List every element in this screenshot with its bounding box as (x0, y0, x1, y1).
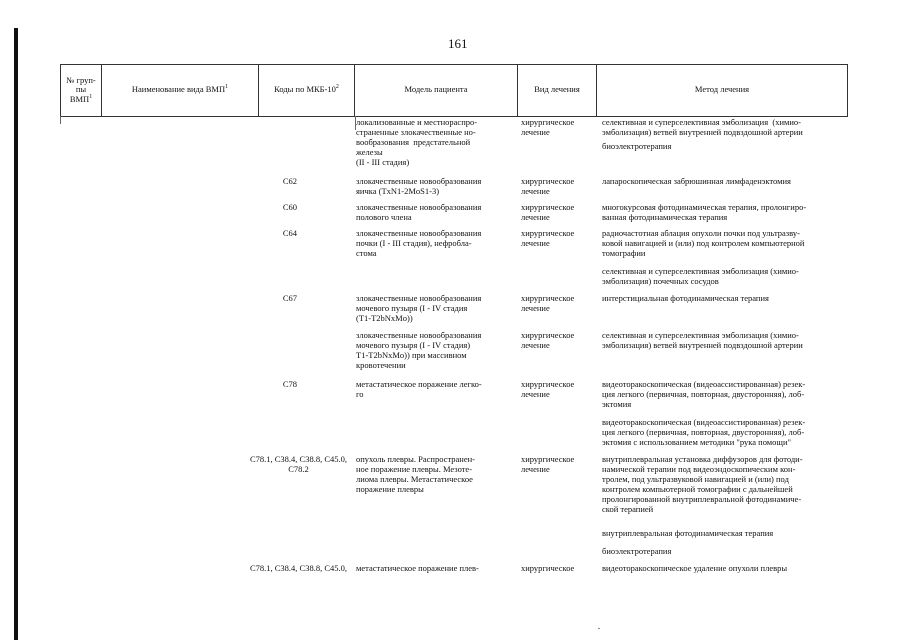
patient-model-cell: злокачественные новообразования полового члена (356, 202, 482, 222)
treatment-method-cell: внутриплевральная установка диффузоров для фотоди- намической терапии под видеоэндоскопическим кон- тролем, под ультразвуковой навигацией и (или) под контролем компьютерной томографии с дальнейшей пролонгированной внутриплевральной фотодинамиче- ской терапией (602, 454, 803, 514)
treatment-type-cell: хирургическое лечение (521, 176, 575, 196)
header-icd-codes-footnote: 2 (335, 84, 339, 91)
column-divider (60, 116, 61, 124)
header-icd-codes (259, 64, 355, 116)
scan-edge (14, 28, 18, 640)
patient-model-cell: метастатическое поражение легко- го (356, 379, 482, 399)
patient-model-cell: злокачественные новообразования яичка (TxN1-2MoS1-3) (356, 176, 482, 196)
treatment-type-cell: хирургическое лечение (521, 330, 575, 350)
header-vmp-name-label: Наименование вида ВМП (131, 84, 226, 95)
icd-code-cell: C60 (282, 202, 297, 212)
treatment-method-cell: биоэлектротерапия (602, 546, 672, 556)
treatment-method-cell: интерстициальная фотодинамическая терапия (602, 293, 769, 303)
icd-code-cell: C78.1, C38.4, C38.8, C45.0, (249, 563, 347, 573)
treatment-type-cell: хирургическое лечение (521, 379, 575, 399)
treatment-type-cell: хирургическое лечение (521, 454, 575, 474)
treatment-method-cell: селективная и суперселективная эмболизация (химио- эмболизация) почечных сосудов (602, 266, 799, 286)
treatment-method-cell: селективная и суперселективная эмболизация (химио- эмболизация) ветвей внутренней подвздошной артерии (602, 117, 803, 137)
header-treatment-method: Метод лечения (597, 64, 848, 116)
header-vmp-name (102, 64, 259, 116)
treatment-type-cell: хирургическое лечение (521, 202, 575, 222)
header-group-number-footnote: 1 (89, 93, 93, 100)
patient-model-cell: метастатическое поражение плев- (356, 563, 479, 573)
patient-model-cell: опухоль плевры. Распространен- ное поражение плевры. Мезоте- лиома плевры. Метастатическое поражение плевры (356, 454, 475, 494)
treatment-method-cell: радиочастотная аблация опухоли почки под ультразву- ковой навигацией и (или) под контролем компьютерной томографии (602, 228, 805, 258)
header-patient-model: Модель пациента (355, 64, 518, 116)
patient-model-cell: злокачественные новообразования мочевого пузыря (I - IV стадия) T1-T2bNxMo)) при массивном кровотечении (356, 330, 482, 370)
treatment-type-cell: хирургическое (521, 563, 575, 573)
treatment-method-cell: видеоторакоскопическая (видеоассистированная) резек- ция легкого (первичная, повторная, двусторонняя), лоб- эктомия с использованием методики "рука помощи" (602, 417, 806, 447)
scan-speck (598, 628, 600, 629)
header-group-number-label: № груп- пы ВМП (66, 74, 96, 104)
treatment-method-cell: многокурсовая фотодинамическая терапия, пролонгиро- ванная фотодинамическая терапия (602, 202, 807, 222)
header-group-number (60, 64, 102, 116)
treatment-method-cell: видеоторакоскопическая (видеоассистированная) резек- ция легкого (первичная, повторная, двусторонняя), лоб- эктомия (602, 379, 806, 409)
treatment-method-cell: лапароскопическая забрюшинная лимфаденэктомия (602, 176, 791, 186)
header-icd-codes-label: Коды по МКБ-10 (274, 84, 336, 95)
icd-code-cell: C64 (282, 228, 297, 238)
treatment-method-cell: внутриплевральная фотодинамическая терапия (602, 528, 774, 538)
treatment-type-cell: хирургическое лечение (521, 117, 575, 137)
header-treatment-type: Вид лечения (518, 64, 597, 116)
treatment-method-cell: видеоторакоскопическое удаление опухоли плевры (602, 563, 788, 573)
icd-code-cell: C78.1, C38.4, C38.8, C45.0, C78.2 (249, 454, 347, 474)
icd-code-cell: C67 (282, 293, 297, 303)
treatment-type-cell: хирургическое лечение (521, 228, 575, 248)
treatment-method-cell: селективная и суперселективная эмболизация (химио- эмболизация) ветвей внутренней подвздошной артерии (602, 330, 803, 350)
patient-model-cell: злокачественные новообразования мочевого пузыря (I - IV стадия (T1-T2bNxMo)) (356, 293, 482, 323)
table-header (60, 64, 848, 116)
icd-code-cell: C62 (282, 176, 297, 186)
treatment-method-cell: биоэлектротерапия (602, 141, 672, 151)
patient-model-cell: злокачественные новообразования почки (I - III стадия), нефробла- стома (356, 228, 482, 258)
header-vmp-name-footnote: 1 (225, 84, 229, 91)
page-number: 161 (448, 36, 468, 51)
patient-model-cell: локализованные и местнораспро- страненные злокачественные но- вообразования предстательной железы (II - III стадия) (356, 117, 478, 167)
icd-code-cell: C78 (282, 379, 297, 389)
treatment-type-cell: хирургическое лечение (521, 293, 575, 313)
